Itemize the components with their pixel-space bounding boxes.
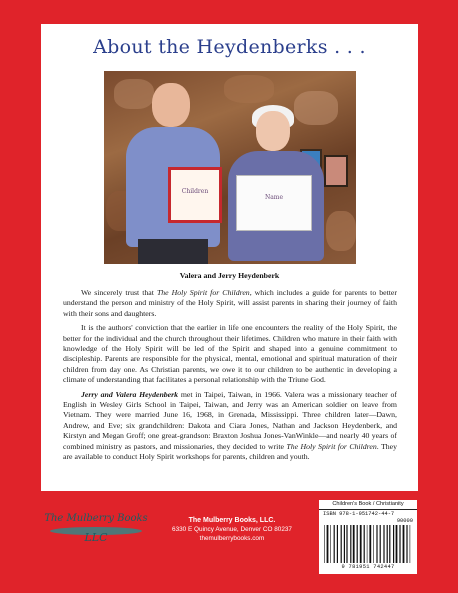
isbn-barcode <box>319 500 417 574</box>
barcode-bar <box>376 525 377 563</box>
barcode-bar <box>324 525 325 563</box>
barcode-bar <box>406 525 407 563</box>
barcode-bar <box>337 525 338 563</box>
barcode-bar <box>399 525 400 563</box>
barcode-bar <box>353 525 355 563</box>
back-cover-panel <box>41 24 418 491</box>
book-held: Children <box>168 167 222 223</box>
paragraph: It is the authors' conviction that the earlier in life one encounters the reality of the Holy Spirit, the better for the individual and the church throughout their lifetimes. Children who mature in their faith with knowledge of the Holy Spirit will be led of the Spirit and shaped into a genuine commitment to discipleship. Parents are responsible for the physical, mental, emotional and spiritual maturation of their children from day one. As Christian parents, we owe it to our children to be authentic in developing a climate of understanding that facilitates a personal relationship with the Triune God. <box>63 323 397 385</box>
barcode-bar <box>360 525 362 563</box>
barcode-bar <box>380 525 381 563</box>
barcode-bar <box>367 525 368 563</box>
barcode-bar <box>383 525 384 563</box>
barcode-bar <box>393 525 394 563</box>
isbn-label: ISBN 978-1-951742-44-7 <box>323 511 395 517</box>
publisher-logo: The Mulberry Books LLC <box>44 513 148 544</box>
barcode-bar <box>330 525 331 563</box>
publisher-info: The Mulberry Books, LLC. 6330 E Quincy Avenue, Denver CO 80237 themulberrybooks.com <box>172 517 292 542</box>
barcode-bar <box>403 525 405 563</box>
barcode-bars <box>324 525 412 563</box>
barcode-bar <box>387 525 388 563</box>
barcode-bar <box>373 525 374 563</box>
barcode-bar <box>389 525 390 563</box>
barcode-bar <box>334 525 335 563</box>
barcode-bar <box>346 525 347 563</box>
barcode-number: 9 781951 742447 <box>341 564 395 570</box>
book-held: Name <box>236 175 312 231</box>
barcode-bar <box>350 525 351 563</box>
barcode-bar <box>357 525 358 563</box>
price-code: 90000 <box>396 518 413 524</box>
barcode-bar <box>396 525 398 563</box>
paragraph: Jerry and Valera Heydenberk met in Taipei, Taiwan, in 1966. Valera was a missionary teacher of English in Wesley Girls School in Taipei, Taiwan, and Jerry was an American soldier on leave from Vietnam. They were married June 16, 1968, in Grenada, Mississippi. Three children later—Dawn, Andrew, and Eve; six grandchildren: Dakota and Ciara Jones, Nathan and Jackson Heydenberk, and Kirstyn and Megan Groff; one great-grandson: Braxton Joshua Jones-VanWinkle—and nearly 40 years of combined ministry as pastors, and missionaries, they decided to write The Holy Spirit for Children. They are available to conduct Holy Spirit workshops for parents, children and youth. <box>63 389 398 462</box>
photo-caption: Valera and Jerry Heydenberk <box>179 271 280 280</box>
barcode-bar <box>344 525 345 563</box>
about-text <box>63 288 397 467</box>
paragraph: We sincerely trust that The Holy Spirit for Children, which includes a guide for parents to better understand the person and ministry of the Holy Spirit, will assist parents in sharing their journey of faith with their sons and daughters. <box>63 288 397 318</box>
barcode-bar <box>410 525 411 563</box>
barcode-bar <box>327 525 329 563</box>
barcode-bar <box>364 525 365 563</box>
author-photo <box>104 71 356 264</box>
framed-photo <box>324 155 348 187</box>
page-title: About the Heydenberks . . . <box>93 36 366 58</box>
barcode-bar <box>341 525 342 563</box>
category-label: Children's Book / Christianity <box>319 500 417 510</box>
barcode-bar <box>369 525 371 563</box>
